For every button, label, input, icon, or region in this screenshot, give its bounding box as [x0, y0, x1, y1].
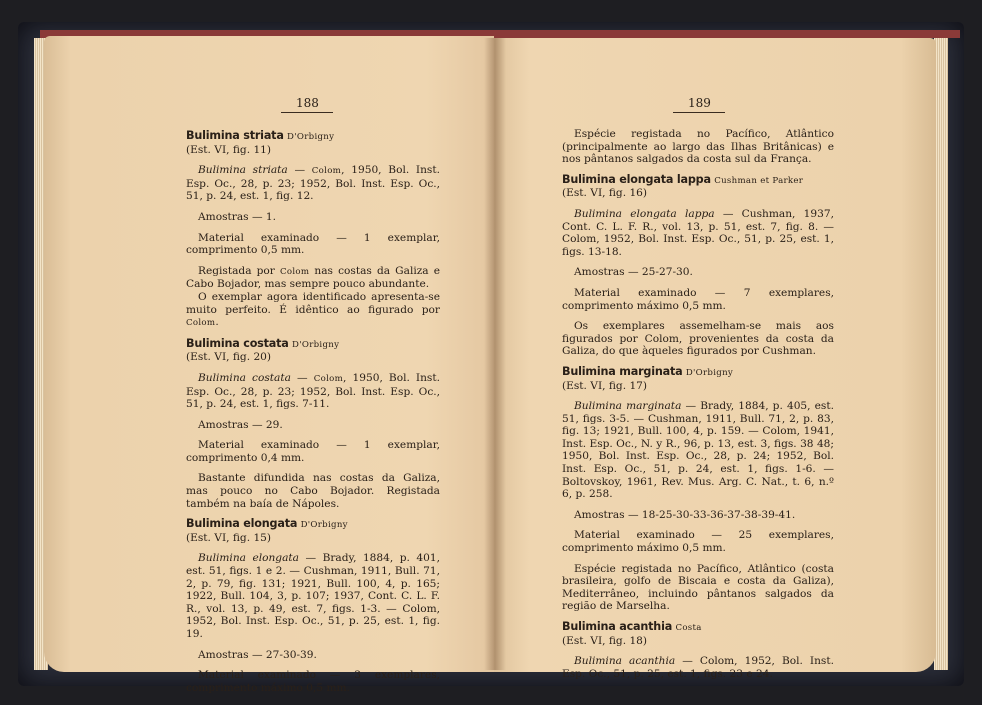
page-number-right: 189 — [688, 96, 711, 110]
ref-text: — Colom, 1952, Bol. Inst. Esp. Oc., 51, p. 25, est. 1, figs. 23 e 24. — [562, 655, 834, 680]
references — [186, 552, 440, 640]
species-italic: Bulimina striata — [198, 164, 288, 177]
right-page-edges — [934, 38, 948, 670]
notes-text: O exemplar agora identificado apresenta-se muito perfeito. É idêntico ao figurado por — [186, 290, 440, 316]
references — [562, 400, 834, 501]
right-page-text — [562, 128, 834, 688]
samples: Amostras — 27-30-39. — [198, 648, 317, 661]
page-number-rule-right — [673, 112, 725, 113]
ref-text: — Brady, 1884, p. 405, est. 51, figs. 3-5. — Cushman, 1911, Bull. 71, 2, p. 83, fig. 13; 1921, Bull. 100, 4, p. 159. — Colom, 1941, Inst. Esp. Oc., N. y R., 96, p. 13, est. 3, figs. 38 48; 1950, Bol. Inst. Esp. Oc., 28, p. 24; 1952, Bol. Inst. Esp. Oc., 51, p. 24, est. 1, figs. 1-6. — Boltovskoy, 1961, Rev. Mus. Arg. C. Nat., t. 6, n.º 6, p. 258. — [562, 400, 834, 501]
species-italic: Bulimina marginata — [574, 400, 682, 413]
species-italic: Bulimina elongata — [198, 552, 299, 565]
references: Bulimina striata — Colom, 1950, Bol. Inst. Esp. Oc., 28, p. 23; 1952, Bol. Inst. Esp. Oc., 51, p. 24, est. 1, fig. 12. — [186, 164, 440, 203]
notes — [186, 265, 440, 291]
notes-text: nas costas da Galiza e Cabo Bojador, mas sempre pouco abundante. — [186, 264, 440, 291]
ref-text: , 1950, Bol. Inst. Esp. Oc., 28, p. 23; 1952, Bol. Inst. Esp. Oc., 51, p. 24, est. 1, figs. 7-11. — [186, 371, 440, 411]
references: Bulimina costata — Colom, 1950, Bol. Inst. Esp. Oc., 28, p. 23; 1952, Bol. Inst. Esp. Oc., 51, p. 24, est. 1, figs. 7-11. — [186, 371, 440, 411]
left-page-text — [186, 128, 440, 702]
intro-text: Espécie registada no Pacífico, Atlântico (principalmente ao largo das Ilhas Britânicas) e nos pântanos salgados da costa sul da França. — [562, 128, 834, 166]
plate-ref: (Est. VI, fig. 11) — [186, 143, 272, 156]
samples: Amostras — 29. — [198, 418, 283, 431]
material: Material examinado — 7 exemplares, comprimento máximo 0,5 mm. — [562, 286, 834, 312]
material: Material examinado — 25 exemplares, comprimento máximo 0,5 mm. — [562, 529, 834, 555]
material: Material examinado — 1 exemplar, comprimento 0,5 mm. — [186, 231, 440, 257]
species-author: D'Orbigny — [287, 132, 335, 142]
plate-ref: (Est. VI, fig. 18) — [562, 634, 648, 647]
species-heading — [186, 130, 440, 144]
species-name: Bulimina striata — [186, 129, 284, 142]
plate-ref: (Est. VI, fig. 16) — [562, 187, 648, 200]
plate-ref: (Est. VI, fig. 15) — [186, 531, 272, 544]
ref-author: Colom — [313, 373, 344, 384]
book-gutter — [484, 38, 506, 670]
species-name: Bulimina elongata lappa — [562, 172, 711, 186]
species-name: Bulimina costata — [186, 336, 289, 350]
page-number-rule-left — [281, 112, 333, 113]
notes: Espécie registada no Pacífico, Atlântico (costa brasileira, golfo de Biscaia e costa da Galiza), Mediterrâneo, incluindo pântanos salgados da região de Marselha. — [562, 562, 834, 613]
species-italic: Bulimina elongata lappa — [574, 207, 715, 220]
notes-author: Colom — [186, 318, 216, 329]
species-author: Costa — [675, 623, 702, 633]
species-heading — [186, 338, 440, 352]
species-author: Cushman et Parker — [714, 175, 804, 186]
material: Material examinado — 3 exemplares, comprimento máximo 0,5 mm. — [186, 669, 440, 694]
notes: Os exemplares assemelham-se mais aos figurados por Colom, provenientes da costa da Galiza, do que àqueles figurados por Cushman. — [562, 320, 834, 358]
references — [562, 208, 834, 258]
species-heading — [186, 518, 440, 532]
page-number-left: 188 — [296, 96, 319, 110]
species-heading — [562, 174, 834, 188]
notes-text: . — [215, 316, 219, 329]
species-heading — [562, 621, 834, 635]
notes-author: Colom — [279, 266, 310, 277]
species-name: Bulimina marginata — [562, 364, 683, 378]
ref-text: — Brady, 1884, p. 401, est. 51, figs. 1 e 2. — Cushman, 1911, Bull. 71, 2, p. 79, fig. 131; 1921, Bull. 100, 4, p. 165; 1922, Bull. 104, 3, p. 107; 1937, Cont. C. L. F. R., vol. 13, p. 49, est. 7, figs. 1-3. — Colom, 1952, Bol. Inst. Esp. Oc., 51, p. 25, est. 1, fig. 19. — [186, 552, 440, 640]
plate-ref: (Est. VI, fig. 17) — [562, 379, 648, 392]
plate-ref: (Est. VI, fig. 20) — [186, 351, 272, 364]
notes: Bastante difundida nas costas da Galiza, mas pouco no Cabo Bojador. Registada também na baía de Nápoles. — [186, 472, 440, 510]
species-italic: Bulimina acanthia — [574, 655, 676, 668]
ref-text: , 1950, Bol. Inst. Esp. Oc., 28, p. 23; 1952, Bol. Inst. Esp. Oc., 51, p. 24, est. 1, fig. 12. — [186, 164, 440, 203]
samples: Amostras — 1. — [198, 210, 277, 223]
notes — [186, 291, 440, 330]
samples: Amostras — 18-25-30-33-36-37-38-39-41. — [574, 508, 796, 521]
species-author: D'Orbigny — [300, 520, 348, 531]
notes-text: Registada por — [198, 264, 280, 277]
species-heading — [562, 366, 834, 380]
species-author: D'Orbigny — [292, 339, 340, 350]
references — [562, 655, 834, 680]
samples: Amostras — 25-27-30. — [574, 266, 693, 279]
species-name: Bulimina elongata — [186, 517, 298, 531]
species-author: D'Orbigny — [685, 367, 734, 378]
material: Material examinado — 1 exemplar, comprimento 0,4 mm. — [186, 439, 440, 464]
ref-author: Colom — [311, 166, 342, 177]
species-name: Bulimina acanthia — [562, 620, 673, 633]
ref-text: — Cushman, 1937, Cont. C. L. F. R., vol. 13, p. 51, est. 7, fig. 8. — Colom, 1952, Bol. Inst. Esp. Oc., 51, p. 25, est. 1, figs. 13-18. — [562, 207, 834, 258]
species-italic: Bulimina costata — [198, 371, 291, 384]
